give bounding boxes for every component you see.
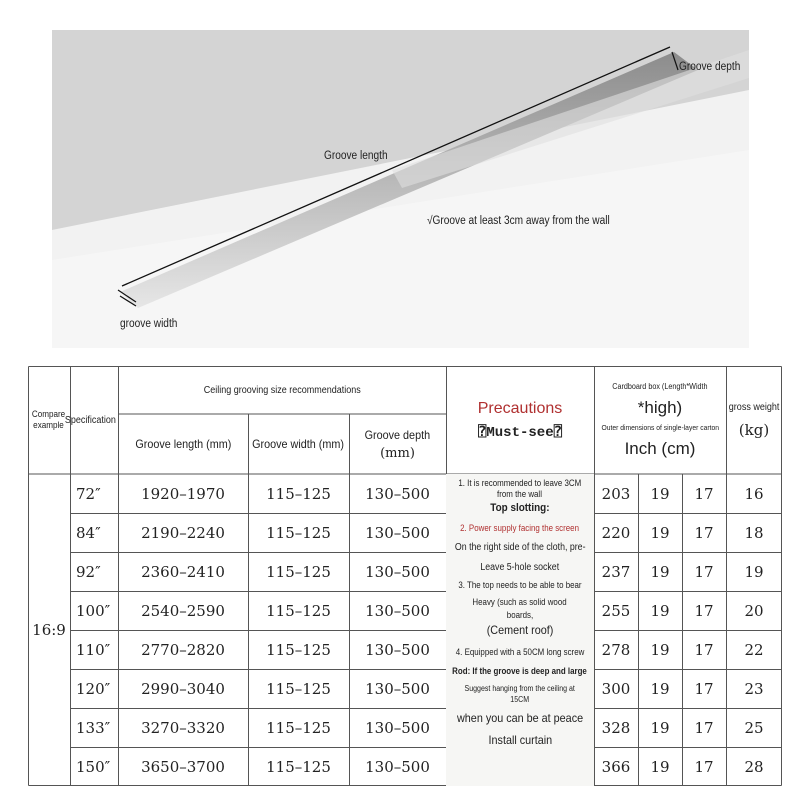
- carton-length-cell: 203: [601, 484, 631, 503]
- spec-cell: 150″: [76, 757, 111, 776]
- header-compare: Compare example: [32, 409, 66, 430]
- groove-length-cell: 2770–2820: [141, 640, 225, 659]
- carton-width-cell: 19: [650, 718, 670, 737]
- groove-depth-cell: 130–500: [365, 562, 430, 581]
- wall-distance-note: √Groove at least 3cm away from the wall: [427, 215, 610, 227]
- size-table: [28, 366, 782, 786]
- carton-length-cell: 237: [601, 562, 631, 581]
- gross-weight-cell: 22: [744, 640, 764, 659]
- carton-length-cell: 220: [601, 523, 631, 542]
- carton-length-cell: 255: [601, 601, 631, 620]
- spec-cell: 72″: [76, 484, 101, 503]
- header-groove-length: Groove length (mm): [134, 437, 232, 451]
- header-precautions: Precautions ⍰Must-see⍰: [477, 399, 563, 441]
- precautions-body: 1. It is recommended to leave 3CM from the wall Top slotting: 2. Power supply facing the screen On the right side of the cloth, pre- Leave 5-hole socket 3. The top needs to be able to bear Heavy (such as solid wood boards, (Cement roof) 4. Equipped with a 50CM long screw Rod: If the groove is deep and large Suggest hanging from the ceiling at 15CM when you can be at peace Install curtain: [446, 474, 594, 786]
- carton-width-cell: 19: [650, 562, 670, 581]
- groove-depth-label: Groove depth: [679, 61, 741, 73]
- carton-width-cell: 19: [650, 640, 670, 659]
- groove-depth-cell: 130–500: [365, 523, 430, 542]
- groove-length-cell: 2360–2410: [141, 562, 225, 581]
- spec-cell: 120″: [76, 679, 111, 698]
- header-gross-weight: gross weight (kg): [728, 401, 780, 439]
- groove-depth-cell: 130–500: [365, 718, 430, 737]
- groove-depth-cell: 130–500: [365, 757, 430, 776]
- gross-weight-cell: 18: [744, 523, 764, 542]
- gross-weight-cell: 16: [744, 484, 764, 503]
- header-carton: Cardboard box (Length*Width *high) Outer dimensions of single-layer carton Inch (cm): [601, 382, 719, 458]
- ceiling-drawing: [52, 30, 749, 348]
- groove-width-cell: 115–125: [266, 718, 331, 737]
- groove-width-cell: 115–125: [266, 562, 331, 581]
- ceiling-groove-illustration: [52, 30, 749, 348]
- groove-width-label: groove width: [120, 318, 178, 330]
- carton-width-cell: 19: [650, 484, 670, 503]
- gross-weight-cell: 23: [744, 679, 764, 698]
- carton-height-cell: 17: [694, 601, 714, 620]
- groove-width-cell: 115–125: [266, 484, 331, 503]
- groove-depth-cell: 130–500: [365, 484, 430, 503]
- carton-height-cell: 17: [694, 718, 714, 737]
- carton-width-cell: 19: [650, 757, 670, 776]
- spec-cell: 133″: [76, 718, 111, 737]
- carton-width-cell: 19: [650, 523, 670, 542]
- gross-weight-cell: 25: [744, 718, 764, 737]
- carton-height-cell: 17: [694, 562, 714, 581]
- groove-width-cell: 115–125: [266, 640, 331, 659]
- carton-height-cell: 17: [694, 484, 714, 503]
- spec-cell: 84″: [76, 523, 101, 542]
- carton-length-cell: 278: [601, 640, 631, 659]
- groove-depth-cell: 130–500: [365, 679, 430, 698]
- carton-height-cell: 17: [694, 679, 714, 698]
- carton-width-cell: 19: [650, 601, 670, 620]
- spec-cell: 100″: [76, 601, 111, 620]
- groove-length-cell: 3650–3700: [141, 757, 225, 776]
- groove-width-cell: 115–125: [266, 601, 331, 620]
- groove-width-cell: 115–125: [266, 523, 331, 542]
- header-groove-depth: Groove depth (mm): [364, 427, 431, 461]
- groove-length-cell: 2190–2240: [141, 523, 225, 542]
- gross-weight-cell: 20: [744, 601, 764, 620]
- gross-weight-cell: 19: [744, 562, 764, 581]
- spec-cell: 92″: [76, 562, 101, 581]
- groove-length-cell: 2540–2590: [141, 601, 225, 620]
- groove-width-cell: 115–125: [266, 679, 331, 698]
- header-specification: Specification: [64, 414, 116, 426]
- groove-length-cell: 3270–3320: [141, 718, 225, 737]
- groove-depth-cell: 130–500: [365, 640, 430, 659]
- carton-length-cell: 328: [601, 718, 631, 737]
- ratio-cell: 16:9: [32, 621, 66, 639]
- groove-length-cell: 2990–3040: [141, 679, 225, 698]
- carton-height-cell: 17: [694, 757, 714, 776]
- spec-cell: 110″: [76, 640, 111, 659]
- carton-length-cell: 366: [601, 757, 631, 776]
- gross-weight-cell: 28: [744, 757, 764, 776]
- carton-length-cell: 300: [601, 679, 631, 698]
- carton-height-cell: 17: [694, 523, 714, 542]
- groove-length-cell: 1920–1970: [141, 484, 225, 503]
- header-ceiling-group: Ceiling grooving size recommendations: [203, 384, 361, 396]
- groove-length-label: Groove length: [324, 150, 388, 162]
- groove-width-cell: 115–125: [266, 757, 331, 776]
- groove-depth-cell: 130–500: [365, 601, 430, 620]
- carton-height-cell: 17: [694, 640, 714, 659]
- header-groove-width: Groove width (mm): [252, 437, 345, 451]
- carton-width-cell: 19: [650, 679, 670, 698]
